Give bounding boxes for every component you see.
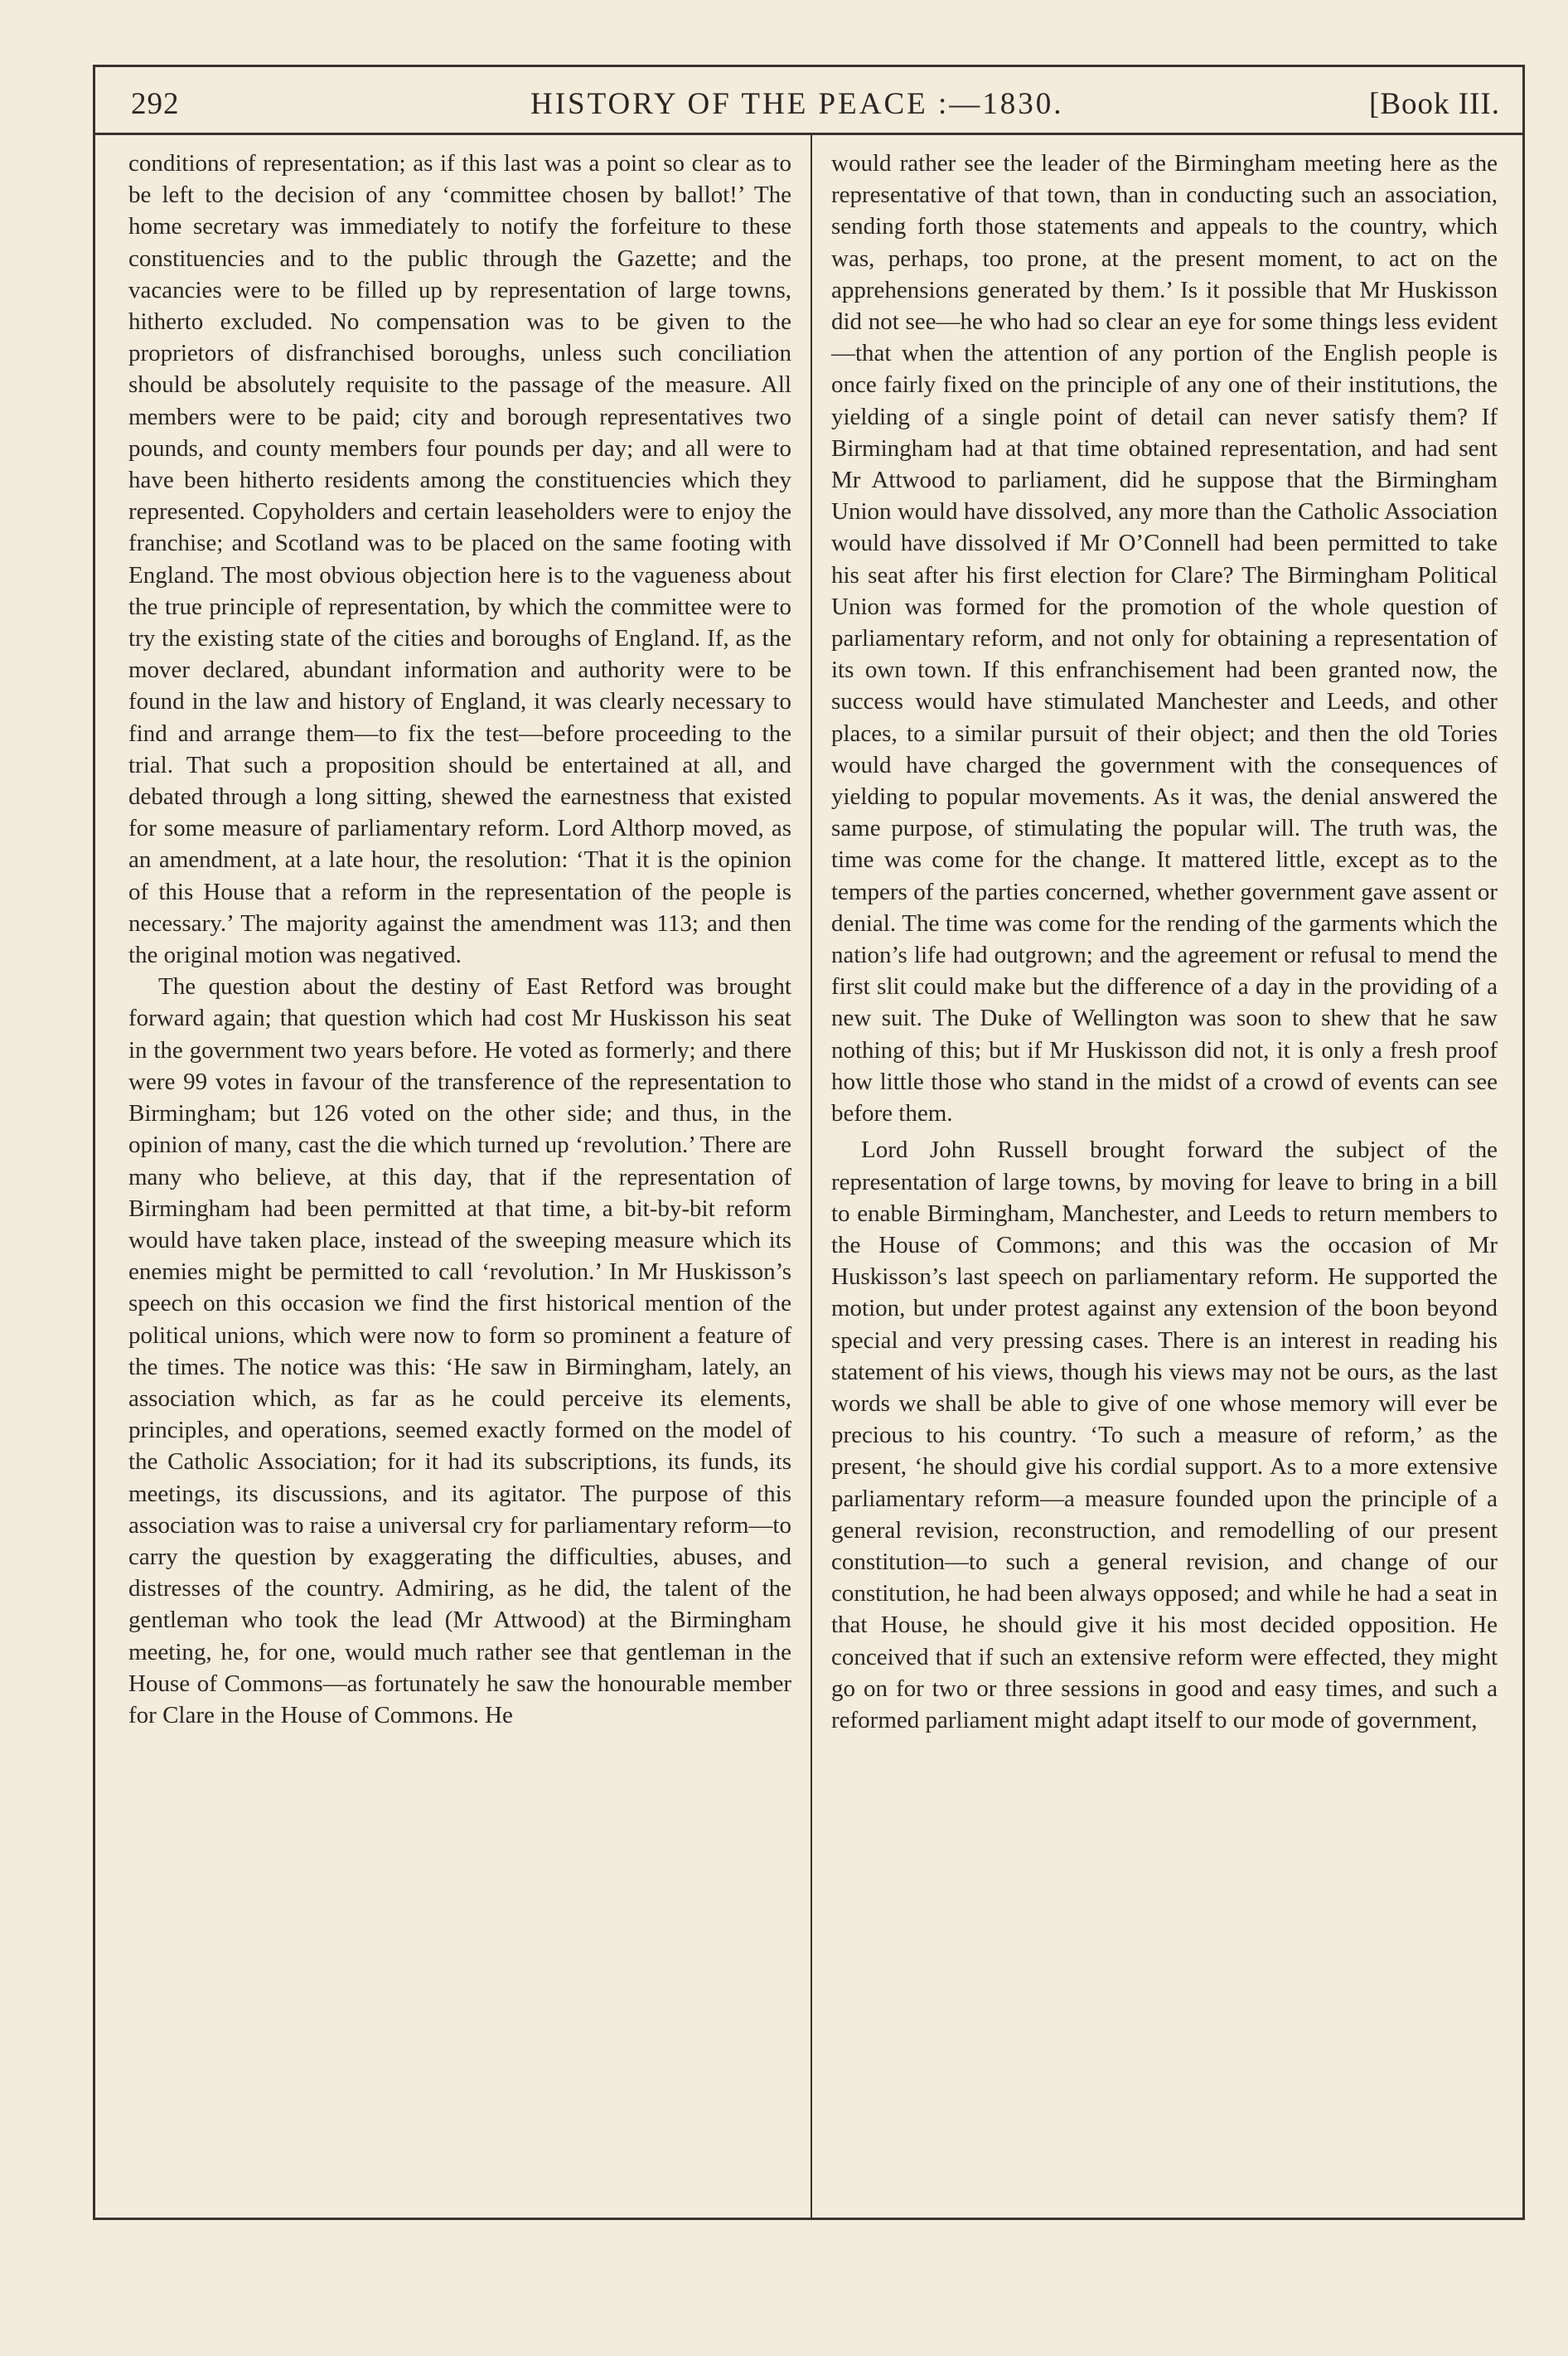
running-header [124, 86, 1525, 136]
left-paragraph-2: The question about the destiny of East Retford was brought forward again; that question which had cost Mr Huskisson his seat in the government two years before. He voted as formerly; and there were 99 votes in favour of the transference of the representation to Birmingham; but 126 voted on the other side; and thus, in the opinion of many, cast the die which turned up ‘revolution.’ There are many who believe, at this day, that if the representation of Birmingham had been permitted at that time, a bit-by-bit reform would have taken place, instead of the sweeping measure which its enemies might be permitted to call ‘revolution.’ In Mr Huskisson’s speech on this occasion we find the first historical mention of the political unions, which were now to form so prominent a feature of the times. The notice was this: ‘He saw in Birmingham, lately, an association which, as far as he could perceive its elements, principles, and operations, seemed exactly formed on the model of the Catholic Association; for it had its subscriptions, its funds, its meetings, its discussions, and its agitator. The purpose of this association was to raise a universal cry for parliamentary reform—to carry the question by exaggerating the difficulties, abuses, and distresses of the country. Admiring, as he did, the talent of the gentleman who took the lead (Mr Attwood) at the Birmingham meeting, he, for one, would much rather see that gentleman in the House of Commons—as fortunately he saw the honourable member for Clare in the House of Commons. He [128, 973, 791, 1728]
footer-rule [93, 2218, 1525, 2220]
column-divider [811, 135, 812, 2218]
left-paragraph-1: conditions of representation; as if this last was a point so clear as to be left to the decision of any ‘committee chosen by ballot!’ The home secretary was immediately to notify the forfeiture to these constituencies and to the public through the Gazette; and the vacancies were to be filled up by representation of large towns, hitherto excluded. No compensation was to be given to the proprietors of disfranchised boroughs, unless such conciliation should be absolutely requisite to the passage of the measure. All members were to be paid; city and borough representatives two pounds, and county members four pounds per day; and all were to have been hitherto residents among the constituencies which they represented. Copyholders and certain leaseholders were to enjoy the franchise; and Scotland was to be placed on the same footing with England. The most obvious objection here is to the vagueness about the true principle of representation, by which the committee were to try the existing state of the cities and boroughs of England. If, as the mover declared, abundant information and authority were to be found in the law and history of England, it was clearly necessary to find and arrange them—to fix the test—before proceeding to the trial. That such a proposition should be entertained at all, and debated through a long sitting, shewed the earnestness that existed for some measure of parliamentary reform. Lord Althorp moved, as an amendment, at a late hour, the resolution: ‘That it is the opinion of this House that a reform in the representation of the people is necessary.’ The majority against the amendment was 113; and then the original motion was negatived. [128, 150, 791, 969]
right-paragraph-2: Lord John Russell brought forward the subject of the representation of large towns, by moving for leave to bring in a bill to enable Birmingham, Manchester, and Leeds to return members to the House of Commons; and this was the occasion of Mr Huskisson’s last speech on parliamentary reform. He supported the motion, but under protest against any extension of the boon beyond special and very pressing cases. There is an interest in reading his statement of his views, though his views may not be ours, as the last words we shall be able to give of one whose memory will ever be precious to his country. ‘To such a measure of reform,’ as the present, ‘he should give his cordial support. As to a more extensive parliamentary reform—a measure founded upon the principle of a general revision, reconstruction, and remodelling of our present constitution—to such a general revision, and change of our constitution, he had been always opposed; and while he had a seat in that House, he should give it his most decided opposition. He conceived that if such an extensive reform were effected, they might go on for two or three sessions in good and easy times, and such a reformed parliament might adapt itself to our mode of government, [831, 1137, 1498, 1733]
right-column [831, 148, 1498, 1736]
header-rule [93, 133, 1525, 135]
page-number: 292 [131, 87, 180, 121]
right-paragraph-1: would rather see the leader of the Birmingham meeting here as the representative of that town, than in conducting such an association, sending forth those statements and appeals to the country, which was, perhaps, too prone, at the present moment, to act on the apprehensions generated by them.’ Is it possible that Mr Huskisson did not see—he who had so clear an eye for some things less evident—that when the attention of any portion of the English people is once fairly fixed on the principle of any one of their institutions, the yielding of a single point of detail can never satisfy them? If Birmingham had at that time obtained representation, and had sent Mr Attwood to parliament, did he suppose that the Birmingham Union would have dissolved, any more than the Catholic Association would have dissolved if Mr O’Connell had been permitted to take his seat after his first election for Clare? The Birmingham Political Union was formed for the promotion of the whole question of parliamentary reform, and not only for obtaining a representation of its own town. If this enfranchisement had been granted now, the success would have stimulated Manchester and Leeds, and other places, to a similar pursuit of their object; and then the old Tories would have charged the government with the consequences of yielding to popular movements. As it was, the denial answered the same purpose, of stimulating the popular will. The truth was, the time was come for the change. It mattered little, except as to the tempers of the parties concerned, whether government gave assent or denial. The time was come for the rending of the garments which the nation’s life had outgrown; and the agreement or refusal to mend the first slit could make but the difference of a day in the providing of a new suit. The Duke of Wellington was soon to shew that he saw nothing of this; but if Mr Huskisson did not, it is only a fresh proof how little those who stand in the midst of a crowd of events can see before them. [831, 150, 1498, 1127]
book-label: [Book III. [1369, 87, 1500, 121]
left-column [128, 148, 791, 1731]
running-title: HISTORY OF THE PEACE :—1830. [530, 87, 1064, 121]
